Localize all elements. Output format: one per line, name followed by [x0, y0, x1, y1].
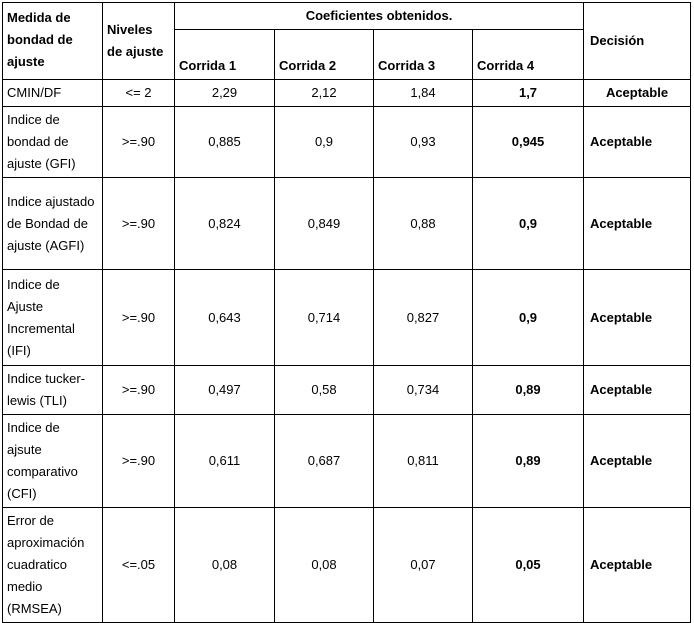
run1-cell: 0,643	[175, 270, 275, 366]
decision-cell: Aceptable	[584, 270, 691, 366]
level-cell: >=.90	[103, 107, 175, 178]
level-cell: >=.90	[103, 415, 175, 508]
level-cell: >=.90	[103, 366, 175, 415]
measure-cell: CMIN/DF	[3, 80, 103, 107]
run4-cell: 1,7	[473, 80, 584, 107]
run2-cell: 2,12	[275, 80, 374, 107]
decision-cell: Aceptable	[584, 508, 691, 623]
run3-cell: 0,88	[374, 178, 473, 270]
run1-cell: 0,885	[175, 107, 275, 178]
run4-cell: 0,945	[473, 107, 584, 178]
run3-cell: 0,07	[374, 508, 473, 623]
run2-cell: 0,687	[275, 415, 374, 508]
decision-cell: Aceptable	[584, 80, 691, 107]
run1-cell: 0,611	[175, 415, 275, 508]
run4-cell: 0,89	[473, 366, 584, 415]
measure-cell: Indice tucker-lewis (TLI)	[3, 366, 103, 415]
header-level: Niveles de ajuste	[103, 3, 175, 80]
decision-cell: Aceptable	[584, 178, 691, 270]
header-run-4: Corrida 4	[473, 30, 584, 80]
level-cell: <= 2	[103, 80, 175, 107]
header-run-3: Corrida 3	[374, 30, 473, 80]
header-measure: Medida de bondad de ajuste	[3, 3, 103, 80]
table-row	[3, 270, 691, 366]
level-cell: >=.90	[103, 270, 175, 366]
run2-cell: 0,714	[275, 270, 374, 366]
run4-cell: 0,05	[473, 508, 584, 623]
table-row	[3, 415, 691, 508]
goodness-of-fit-table	[2, 2, 691, 623]
run1-cell: 0,497	[175, 366, 275, 415]
run3-cell: 1,84	[374, 80, 473, 107]
header-run-2: Corrida 2	[275, 30, 374, 80]
run2-cell: 0,08	[275, 508, 374, 623]
decision-cell: Aceptable	[584, 107, 691, 178]
measure-cell: Indice ajustado de Bondad de ajuste (AGFI)	[3, 178, 103, 270]
run4-cell: 0,9	[473, 178, 584, 270]
run4-cell: 0,9	[473, 270, 584, 366]
run4-cell: 0,89	[473, 415, 584, 508]
run2-cell: 0,58	[275, 366, 374, 415]
run1-cell: 2,29	[175, 80, 275, 107]
table-row	[3, 80, 691, 107]
table-row	[3, 366, 691, 415]
table-row	[3, 178, 691, 270]
run3-cell: 0,93	[374, 107, 473, 178]
measure-cell: Indice de bondad de ajuste (GFI)	[3, 107, 103, 178]
table-row	[3, 107, 691, 178]
header-decision: Decisión	[584, 3, 691, 80]
decision-cell: Aceptable	[584, 366, 691, 415]
run3-cell: 0,734	[374, 366, 473, 415]
measure-cell: Indice de ajsute comparativo (CFI)	[3, 415, 103, 508]
decision-cell: Aceptable	[584, 415, 691, 508]
run3-cell: 0,827	[374, 270, 473, 366]
header-coefficients: Coeficientes obtenidos.	[175, 3, 584, 30]
run2-cell: 0,9	[275, 107, 374, 178]
measure-cell: Error de aproximación cuadratico medio (RMSEA)	[3, 508, 103, 623]
run3-cell: 0,811	[374, 415, 473, 508]
header-run-1: Corrida 1	[175, 30, 275, 80]
measure-cell: Indice de Ajuste Incremental (IFI)	[3, 270, 103, 366]
level-cell: <=.05	[103, 508, 175, 623]
run2-cell: 0,849	[275, 178, 374, 270]
table-row	[3, 508, 691, 623]
level-cell: >=.90	[103, 178, 175, 270]
run1-cell: 0,824	[175, 178, 275, 270]
run1-cell: 0,08	[175, 508, 275, 623]
